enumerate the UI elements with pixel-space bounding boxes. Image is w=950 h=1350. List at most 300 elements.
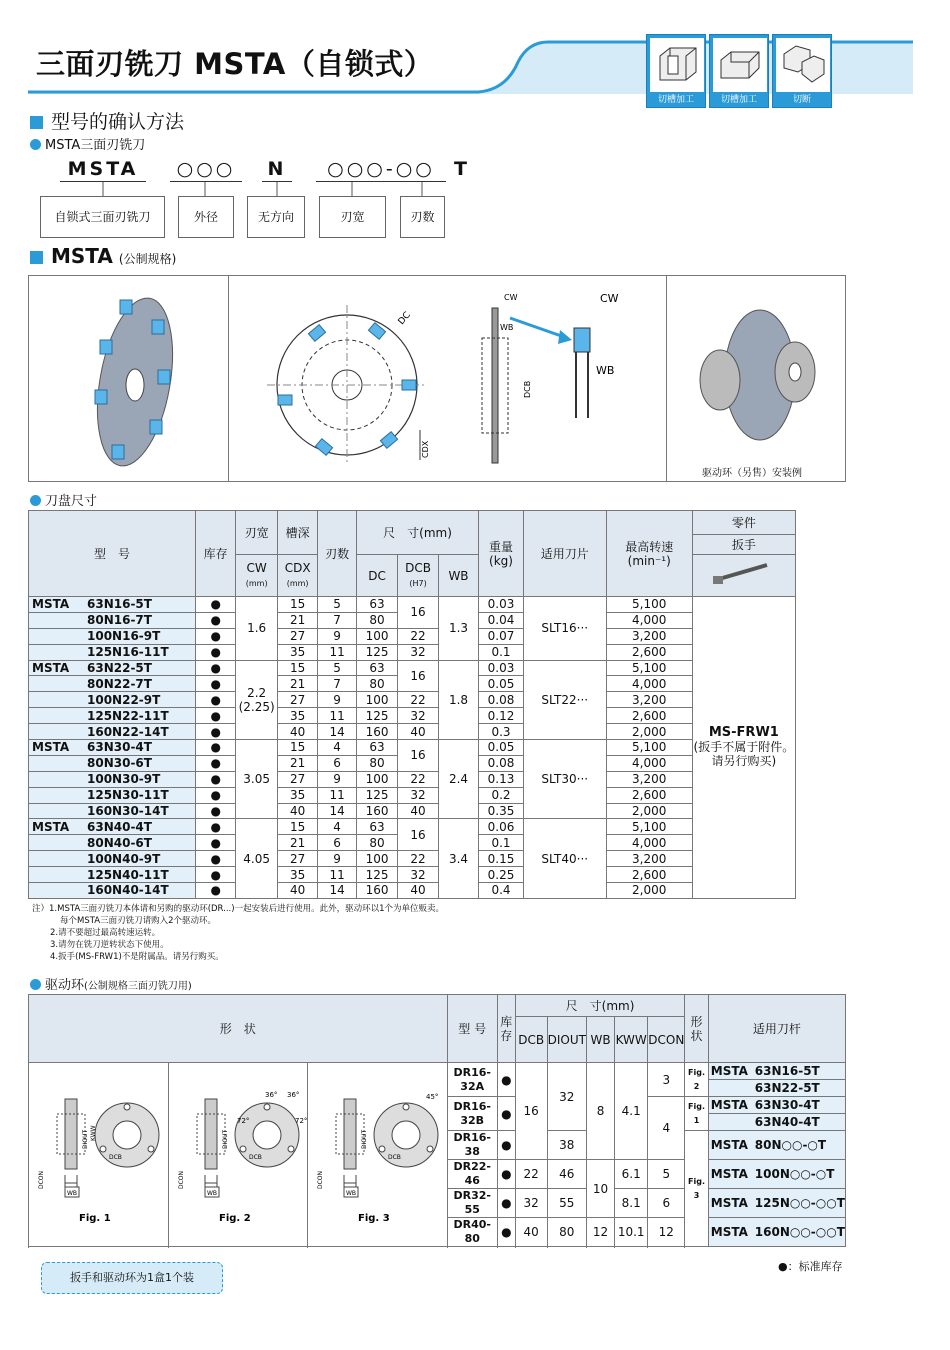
rpm-value: 2,000	[606, 724, 692, 740]
holder-model: 125N○○-○○T	[754, 1196, 845, 1210]
dc-value: 80	[356, 755, 397, 771]
table-row	[29, 1063, 846, 1080]
dc-value: 160	[356, 803, 397, 819]
stock-mark: ●	[195, 787, 235, 803]
weight-value: 0.05	[479, 676, 524, 692]
th-shape: 形 状	[29, 995, 448, 1063]
holder-model: 63N40-4T	[754, 1115, 820, 1129]
holder-series: MSTA	[710, 1167, 748, 1181]
holder-cell	[708, 1160, 845, 1189]
stock-mark: ●	[195, 708, 235, 724]
cdx-value: 27	[277, 851, 317, 867]
th-cw: 刃宽	[236, 511, 277, 555]
usage-label: 切断	[792, 95, 811, 105]
dc-value: 125	[356, 867, 397, 883]
slot-icon	[650, 38, 704, 92]
diout-value: 32	[547, 1063, 586, 1131]
dcb-value: 32	[398, 787, 438, 803]
svg-text:36°: 36°	[264, 1091, 278, 1099]
table-row	[29, 771, 796, 787]
th-wb: WB	[438, 555, 478, 597]
holder-cell	[708, 1218, 845, 1247]
designation-heading: 型号的确认方法	[30, 107, 184, 134]
rpm-value: 2,600	[606, 708, 692, 724]
weight-value: 0.08	[479, 755, 524, 771]
spec-heading: MSTA (公制规格)	[30, 244, 176, 268]
stock-mark: ●	[497, 1218, 515, 1247]
wrench-cell: MS-FRW1 (扳手不属于附件。 请另行购买)	[692, 597, 795, 899]
teeth-value: 4	[318, 740, 356, 756]
model-code: 160N22-14T	[87, 724, 169, 739]
stock-mark: ●	[497, 1063, 515, 1097]
ring-model: DR40-80	[447, 1218, 497, 1247]
teeth-value: 5	[318, 597, 356, 613]
stock-legend: ●：标准库存	[778, 1260, 843, 1273]
th-fig: 形状	[685, 995, 708, 1063]
dc-value: 80	[356, 612, 397, 628]
teeth-value: 11	[318, 867, 356, 883]
code-diameter: ○○○	[170, 158, 242, 182]
table-row	[29, 740, 796, 756]
teeth-value: 5	[318, 660, 356, 676]
stock-mark: ●	[195, 740, 235, 756]
fig-value: Fig. 1	[685, 1097, 708, 1131]
dcb-value: 22	[398, 851, 438, 867]
fig-value: Fig. 3	[685, 1131, 708, 1247]
weight-value: 0.2	[479, 787, 524, 803]
table-row	[29, 787, 796, 803]
teeth-value: 9	[318, 771, 356, 787]
th-diout: DIOUT	[547, 1017, 586, 1063]
code-msta: MSTA	[60, 158, 146, 182]
dim-cdx: CDX	[421, 440, 430, 458]
dcb-value: 40	[515, 1218, 547, 1247]
model-code: 125N22-11T	[87, 708, 169, 723]
stock-mark: ●	[195, 676, 235, 692]
series-label: MSTA	[32, 740, 70, 755]
rpm-value: 4,000	[606, 755, 692, 771]
cw-value: 1.6	[236, 597, 277, 661]
dcb-value: 32	[398, 644, 438, 660]
table-row	[29, 867, 796, 883]
wb-value: 2.4	[438, 740, 478, 819]
code-width: ○○○-○○	[316, 158, 446, 182]
stock-mark: ●	[497, 1189, 515, 1218]
ring-model: DR22-46	[447, 1160, 497, 1189]
cutter-table-heading: 刀盘尺寸	[30, 490, 97, 509]
holder-series: MSTA	[710, 1225, 748, 1239]
teeth-value: 14	[318, 724, 356, 740]
svg-text:DCB: DCB	[388, 1154, 402, 1161]
dim-cw: CW	[600, 292, 619, 305]
stock-mark: ●	[195, 644, 235, 660]
table-row	[29, 597, 796, 613]
weight-value: 0.4	[479, 883, 524, 899]
dcb-value: 40	[398, 883, 438, 899]
ring-model: DR16-38	[447, 1131, 497, 1160]
insert-value: SLT40···	[523, 819, 606, 898]
model-code: 80N40-6T	[87, 835, 152, 850]
packaging-note: 扳手和驱动环为1盒1个装	[41, 1262, 223, 1294]
rpm-value: 2,000	[606, 883, 692, 899]
dcb-value: 22	[398, 692, 438, 708]
th-dcon: DCON	[648, 1017, 685, 1063]
rpm-value: 3,200	[606, 771, 692, 787]
stock-mark: ●	[195, 597, 235, 613]
model-code: 160N30-14T	[87, 804, 169, 819]
th-kww: KWW	[615, 1017, 648, 1063]
teeth-value: 9	[318, 628, 356, 644]
rpm-value: 2,000	[606, 803, 692, 819]
teeth-value: 7	[318, 676, 356, 692]
model-code: 100N16-9T	[87, 629, 161, 644]
model-code: 80N30-6T	[87, 756, 152, 771]
rpm-value: 3,200	[606, 692, 692, 708]
cdx-value: 21	[277, 755, 317, 771]
holder-cell	[708, 1080, 845, 1097]
th-model: 型 号	[29, 511, 196, 597]
stock-mark: ●	[195, 883, 235, 899]
code-teeth: T	[454, 158, 470, 180]
label-self-locking: 自锁式三面刃铣刀	[40, 196, 165, 238]
model-code: 125N40-11T	[87, 867, 169, 882]
svg-text:WB: WB	[206, 1190, 217, 1197]
weight-value: 0.3	[479, 724, 524, 740]
stock-mark: ●	[497, 1097, 515, 1131]
usage-label: 切槽加工	[720, 95, 757, 105]
teeth-value: 11	[318, 644, 356, 660]
insert-value: SLT16···	[523, 597, 606, 661]
th-insert: 适用刀片	[523, 511, 606, 597]
dc-value: 160	[356, 724, 397, 740]
stock-mark: ●	[195, 724, 235, 740]
dcon-value: 6	[648, 1189, 685, 1218]
cdx-value: 35	[277, 787, 317, 803]
teeth-value: 11	[318, 708, 356, 724]
th-weight: 重量 (kg)	[479, 511, 524, 597]
weight-value: 0.08	[479, 692, 524, 708]
dcon-value: 4	[648, 1097, 685, 1160]
dc-value: 100	[356, 851, 397, 867]
diout-value: 55	[547, 1189, 586, 1218]
cdx-value: 27	[277, 771, 317, 787]
svg-text:WB: WB	[346, 1190, 357, 1197]
table-row	[29, 708, 796, 724]
cdx-value: 15	[277, 660, 317, 676]
model-code: 160N40-14T	[87, 883, 169, 898]
svg-text:DCB: DCB	[109, 1154, 123, 1161]
wb-value: 3.4	[438, 819, 478, 898]
wb-value: 1.3	[438, 597, 478, 661]
teeth-value: 6	[318, 835, 356, 851]
kww-value: 6.1	[615, 1160, 648, 1189]
teeth-value: 4	[318, 819, 356, 835]
svg-text:DIOUT: DIOUT	[361, 1129, 369, 1149]
model-code: 63N22-5T	[87, 661, 152, 675]
cutter-table	[28, 510, 796, 899]
cdx-value: 27	[277, 692, 317, 708]
rpm-value: 5,100	[606, 819, 692, 835]
stock-mark: ●	[195, 835, 235, 851]
dc-value: 100	[356, 692, 397, 708]
usage-label: 切槽加工	[657, 95, 694, 105]
model-code: 63N30-4T	[87, 740, 152, 755]
holder-cell	[708, 1131, 845, 1160]
cdx-value: 15	[277, 819, 317, 835]
teeth-value: 7	[318, 612, 356, 628]
svg-text:Fig. 2: Fig. 2	[218, 1213, 251, 1224]
stock-mark: ●	[195, 612, 235, 628]
svg-text:DCON: DCON	[317, 1170, 325, 1189]
dc-value: 100	[356, 628, 397, 644]
label-diameter: 外径	[178, 196, 234, 238]
table-row	[29, 803, 796, 819]
stock-mark: ●	[195, 819, 235, 835]
rpm-value: 3,200	[606, 628, 692, 644]
svg-text:DIOUT: DIOUT	[82, 1129, 90, 1149]
dcb-value: 22	[515, 1160, 547, 1189]
wb-value: 12	[586, 1218, 614, 1247]
model-code: 100N22-9T	[87, 692, 161, 707]
ring-table-heading: 驱动环(公制规格三面刃铣刀用)	[30, 974, 192, 993]
model-code: 125N30-11T	[87, 788, 169, 803]
svg-text:72°: 72°	[294, 1117, 307, 1125]
rpm-value: 2,600	[606, 644, 692, 660]
table-row	[29, 644, 796, 660]
dcb-value: 16	[398, 660, 438, 692]
stock-mark: ●	[195, 755, 235, 771]
dc-value: 80	[356, 676, 397, 692]
th-dcb: DCB (H7)	[398, 555, 438, 597]
cdx-value: 40	[277, 883, 317, 899]
th-ring-wb: WB	[586, 1017, 614, 1063]
cutter-side-drawing	[472, 288, 657, 468]
model-code: 63N16-5T	[87, 597, 152, 612]
holder-series: MSTA	[710, 1098, 748, 1112]
holder-cell	[708, 1097, 845, 1114]
dcon-value: 12	[648, 1218, 685, 1247]
holder-model: 80N○○-○T	[754, 1138, 827, 1152]
rpm-value: 3,200	[606, 851, 692, 867]
weight-value: 0.04	[479, 612, 524, 628]
fig-value: Fig. 2	[685, 1063, 708, 1097]
table-row	[29, 724, 796, 740]
dcb-value: 16	[398, 597, 438, 629]
dc-value: 160	[356, 883, 397, 899]
dc-value: 63	[356, 740, 397, 756]
model-code: 100N30-9T	[87, 772, 161, 787]
series-label: MSTA	[32, 597, 70, 612]
dcon-value: 3	[648, 1063, 685, 1097]
kww-value: 10.1	[615, 1218, 648, 1247]
series-label: MSTA	[32, 661, 70, 675]
rpm-value: 5,100	[606, 740, 692, 756]
svg-text:Fig. 1: Fig. 1	[79, 1213, 111, 1224]
cw-value: 2.2 (2.25)	[236, 660, 277, 739]
cw-value: 3.05	[236, 740, 277, 819]
diout-value: 38	[547, 1131, 586, 1160]
label-width: 刃宽	[319, 196, 386, 238]
teeth-value: 9	[318, 851, 356, 867]
cdx-value: 27	[277, 628, 317, 644]
model-code: 100N40-9T	[87, 851, 161, 866]
usage-slotting	[646, 34, 706, 108]
dc-value: 63	[356, 597, 397, 613]
stock-mark: ●	[195, 692, 235, 708]
table-row	[29, 819, 796, 835]
svg-text:DIOUT: DIOUT	[221, 1129, 229, 1149]
holder-series: MSTA	[710, 1138, 748, 1152]
cdx-value: 35	[277, 867, 317, 883]
rpm-value: 4,000	[606, 835, 692, 851]
dcb-value: 40	[398, 803, 438, 819]
dc-value: 80	[356, 835, 397, 851]
rpm-value: 2,600	[606, 787, 692, 803]
ring-model: DR16-32A	[447, 1063, 497, 1097]
dc-value: 63	[356, 819, 397, 835]
dc-value: 100	[356, 771, 397, 787]
holder-model: 100N○○-○T	[754, 1167, 835, 1181]
holder-model: 160N○○-○○T	[754, 1225, 845, 1239]
th-stock: 库存	[195, 511, 235, 597]
model-code: 125N16-11T	[87, 645, 169, 660]
fig-3-cell	[308, 1063, 448, 1247]
svg-text:DCON: DCON	[177, 1170, 185, 1189]
dcb-value: 32	[515, 1189, 547, 1218]
table-row	[29, 851, 796, 867]
dim-wb-small: WB	[500, 323, 514, 332]
cutoff-icon	[776, 38, 830, 92]
install-caption: 驱动环（另售）安装例	[702, 468, 802, 479]
weight-value: 0.06	[479, 819, 524, 835]
holder-model: 63N30-4T	[754, 1098, 820, 1112]
svg-text:DCB: DCB	[248, 1154, 262, 1161]
stock-mark: ●	[195, 851, 235, 867]
cutter-front-drawing	[262, 300, 437, 470]
wb-value: 8	[586, 1063, 614, 1160]
stock-mark: ●	[195, 660, 235, 676]
dcb-value: 16	[398, 740, 438, 772]
wb-value: 10	[586, 1160, 614, 1218]
usage-step-slotting	[709, 34, 769, 108]
cdx-value: 35	[277, 708, 317, 724]
dcb-value: 40	[398, 724, 438, 740]
holder-cell	[708, 1063, 845, 1080]
th-ring-model: 型 号	[447, 995, 497, 1063]
holder-model: 63N22-5T	[754, 1081, 820, 1095]
stock-mark: ●	[195, 803, 235, 819]
svg-text:45°: 45°	[426, 1093, 439, 1101]
teeth-value: 6	[318, 755, 356, 771]
dcb-value: 32	[398, 867, 438, 883]
model-code: 63N40-4T	[87, 819, 152, 834]
teeth-value: 14	[318, 803, 356, 819]
cutter-photo-icon	[80, 290, 190, 475]
kww-value: 4.1	[615, 1063, 648, 1160]
holder-model: 63N16-5T	[754, 1064, 820, 1078]
teeth-value: 14	[318, 883, 356, 899]
label-direction: 无方向	[247, 196, 305, 238]
weight-value: 0.05	[479, 740, 524, 756]
th-parts: 零件	[692, 511, 795, 535]
install-photo-icon	[695, 300, 825, 460]
th-cw-sub: CW (mm)	[236, 555, 277, 597]
cdx-value: 21	[277, 835, 317, 851]
stock-mark: ●	[497, 1131, 515, 1160]
svg-text:DCON: DCON	[38, 1170, 46, 1189]
th-cdx-sub: CDX (mm)	[277, 555, 317, 597]
stock-mark: ●	[195, 867, 235, 883]
model-code: 80N22-7T	[87, 676, 152, 691]
th-wrench: 扳手	[692, 535, 795, 555]
cdx-value: 15	[277, 597, 317, 613]
dim-dc: DC	[396, 310, 413, 327]
fig-2-cell	[168, 1063, 308, 1247]
cdx-value: 35	[277, 644, 317, 660]
designation-subheading: MSTA三面刃铣刀	[30, 134, 145, 153]
ring-model: DR32-55	[447, 1189, 497, 1218]
weight-value: 0.1	[479, 835, 524, 851]
insert-value: SLT30···	[523, 740, 606, 819]
diout-value: 46	[547, 1160, 586, 1189]
rpm-value: 5,100	[606, 660, 692, 676]
th-ring-dcb: DCB	[515, 1017, 547, 1063]
holder-cell	[708, 1114, 845, 1131]
weight-value: 0.13	[479, 771, 524, 787]
weight-value: 0.15	[479, 851, 524, 867]
stock-mark: ●	[195, 771, 235, 787]
dc-value: 125	[356, 787, 397, 803]
wb-value: 1.8	[438, 660, 478, 739]
ring-fig-2-icon	[169, 1079, 307, 1227]
holder-cell	[708, 1189, 845, 1218]
stock-mark: ●	[195, 628, 235, 644]
rpm-value: 4,000	[606, 676, 692, 692]
dc-value: 125	[356, 708, 397, 724]
rpm-value: 5,100	[606, 597, 692, 613]
page-title: 三面刃铣刀 MSTA（自锁式）	[36, 47, 434, 81]
dc-value: 63	[356, 660, 397, 676]
stock-mark: ●	[497, 1160, 515, 1189]
svg-text:Fig. 3: Fig. 3	[358, 1213, 390, 1224]
weight-value: 0.07	[479, 628, 524, 644]
dcb-value: 22	[398, 628, 438, 644]
table-row	[29, 883, 796, 899]
wrench-icon	[692, 555, 795, 597]
weight-value: 0.12	[479, 708, 524, 724]
cdx-value: 21	[277, 676, 317, 692]
weight-value: 0.03	[479, 660, 524, 676]
insert-value: SLT22···	[523, 660, 606, 739]
weight-value: 0.25	[479, 867, 524, 883]
ring-model: DR16-32B	[447, 1097, 497, 1131]
svg-text:WB: WB	[67, 1190, 78, 1197]
dcb-value: 32	[398, 708, 438, 724]
svg-text:36°: 36°	[286, 1091, 300, 1099]
series-label: MSTA	[32, 819, 70, 834]
svg-text:KWW: KWW	[90, 1125, 98, 1141]
ring-fig-1-icon	[29, 1079, 167, 1227]
cw-value: 4.05	[236, 819, 277, 898]
weight-value: 0.03	[479, 597, 524, 613]
step-slot-icon	[713, 38, 767, 92]
rpm-value: 4,000	[606, 612, 692, 628]
usage-cutoff	[772, 34, 832, 108]
th-ring-stock: 库存	[497, 995, 515, 1063]
weight-value: 0.1	[479, 644, 524, 660]
label-teeth: 刃数	[400, 196, 445, 238]
table-row	[29, 628, 796, 644]
